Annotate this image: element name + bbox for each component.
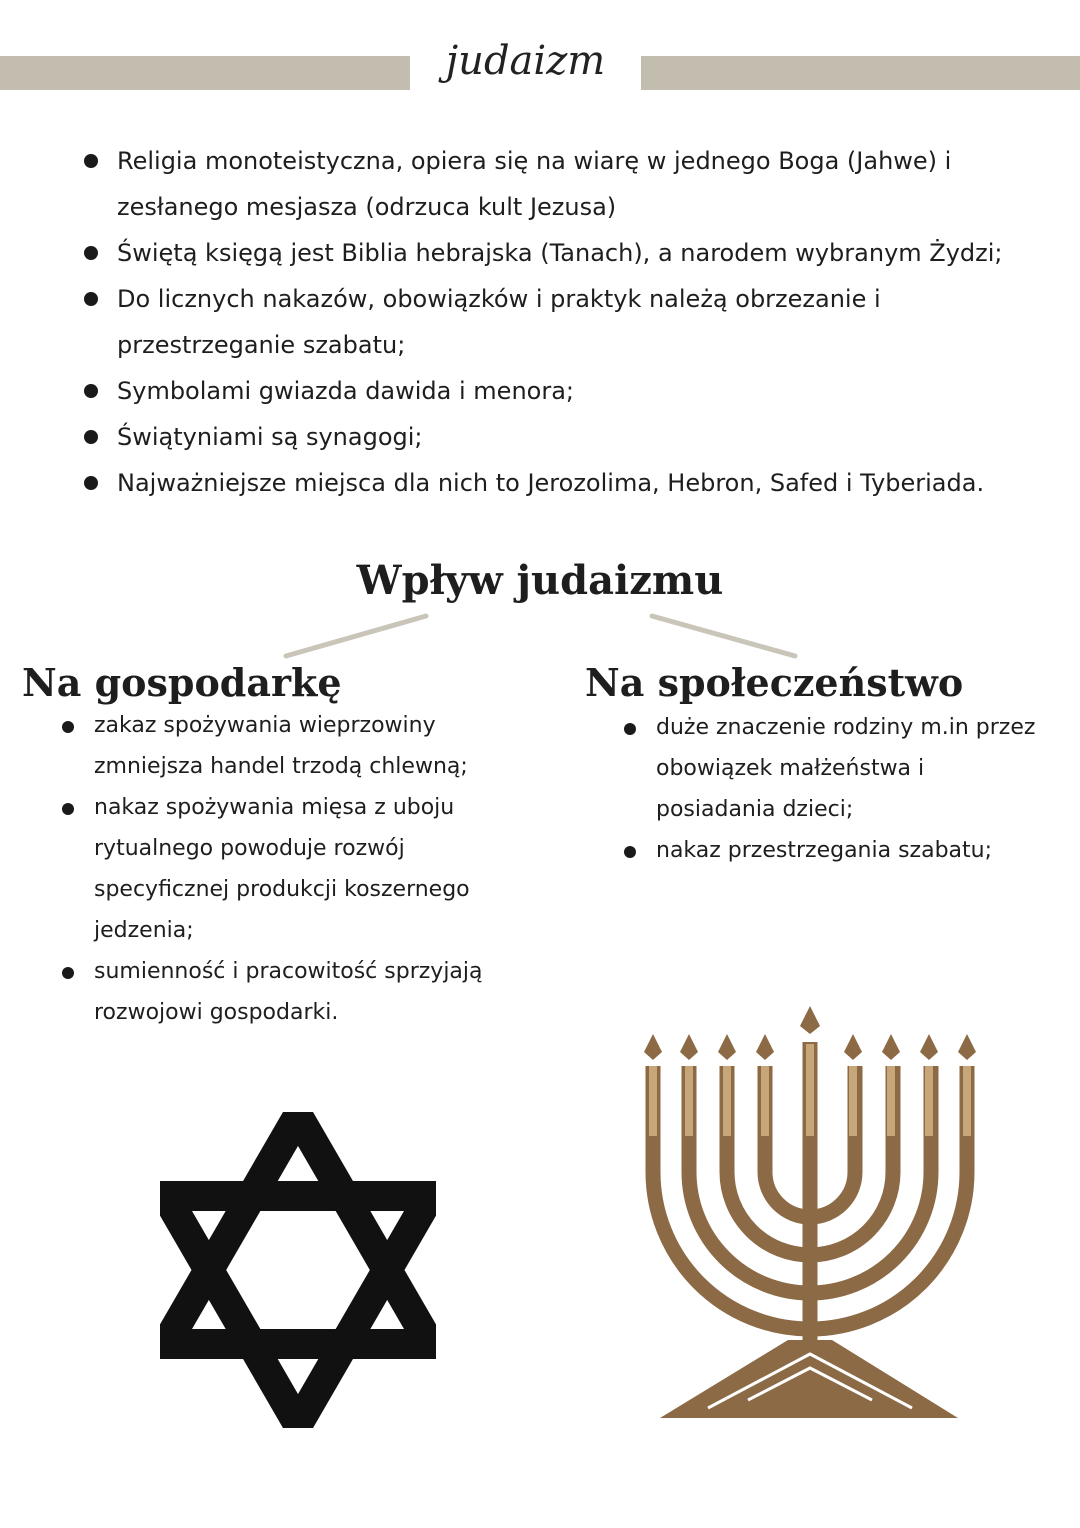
connector-lines bbox=[280, 608, 800, 660]
list-item: Świątyniami są synagogi; bbox=[84, 414, 1044, 460]
star-of-david-icon bbox=[160, 1112, 436, 1428]
bullet-icon bbox=[624, 723, 636, 735]
bullet-icon bbox=[84, 476, 98, 490]
list-item: sumienność i pracowitość sprzyjają rozwojowi gospodarki. bbox=[58, 951, 498, 1033]
list-item: nakaz przestrzegania szabatu; bbox=[620, 830, 1040, 871]
header-bar-left bbox=[0, 56, 410, 90]
bullet-icon bbox=[84, 292, 98, 306]
page-title: judaizm bbox=[445, 38, 606, 84]
bullet-icon bbox=[84, 154, 98, 168]
section-title: Wpływ judaizmu bbox=[356, 557, 724, 604]
bullet-icon bbox=[84, 246, 98, 260]
connector-line-left bbox=[286, 616, 426, 656]
list-item: Symbolami gwiazda dawida i menora; bbox=[84, 368, 1044, 414]
bullet-icon bbox=[84, 430, 98, 444]
bullet-icon bbox=[62, 967, 74, 979]
bullet-icon bbox=[624, 846, 636, 858]
main-points-list bbox=[84, 138, 1044, 506]
list-item: duże znaczenie rodziny m.in przez obowiązek małżeństwa i posiadania dzieci; bbox=[620, 707, 1040, 830]
society-list bbox=[620, 707, 1040, 871]
economy-heading: Na gospodarkę bbox=[22, 660, 342, 705]
list-item: zakaz spożywania wieprzowiny zmniejsza handel trzodą chlewną; bbox=[58, 705, 498, 787]
list-item: Świętą księgą jest Biblia hebrajska (Tanach), a narodem wybranym Żydzi; bbox=[84, 230, 1044, 276]
list-item: Najważniejsze miejsca dla nich to Jerozolima, Hebron, Safed i Tyberiada. bbox=[84, 460, 1044, 506]
list-item: nakaz spożywania mięsa z uboju rytualnego powoduje rozwój specyficznej produkcji koszernego jedzenia; bbox=[58, 787, 498, 951]
list-item: Religia monoteistyczna, opiera się na wiarę w jednego Boga (Jahwe) i zesłanego mesjasza (odrzuca kult Jezusa) bbox=[84, 138, 1044, 230]
list-item: Do licznych nakazów, obowiązków i praktyk należą obrzezanie i przestrzeganie szabatu; bbox=[84, 276, 1044, 368]
header-bar-right bbox=[641, 56, 1080, 90]
bullet-icon bbox=[84, 384, 98, 398]
menorah-icon bbox=[638, 1004, 978, 1420]
society-heading: Na społeczeństwo bbox=[585, 660, 964, 705]
bullet-icon bbox=[62, 721, 74, 733]
economy-list bbox=[58, 705, 498, 1033]
connector-line-right bbox=[652, 616, 795, 656]
bullet-icon bbox=[62, 803, 74, 815]
